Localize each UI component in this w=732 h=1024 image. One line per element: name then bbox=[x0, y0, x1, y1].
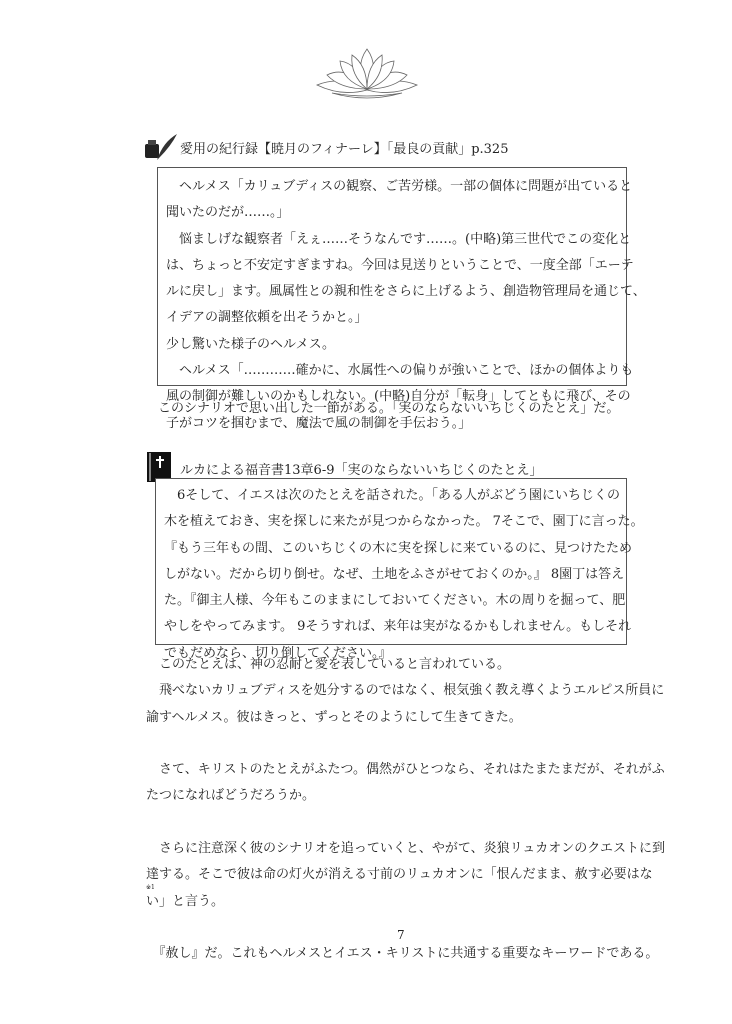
quote2-heading: ルカによる福音書13章6-9「実のならないいちじくのたとえ」 bbox=[180, 463, 543, 478]
quote-line: 少し驚いた様子のヘルメス。 bbox=[166, 336, 336, 352]
paragraph: 諭すヘルメス。彼はきっと、ずっとそのようにして生きてきた。 bbox=[146, 709, 522, 725]
quote-line: でもだめなら、切り倒してください。』 bbox=[164, 645, 392, 661]
paragraph: このたとえは、神の忍耐と愛を表していると言われている。 bbox=[146, 657, 511, 672]
paragraph: さて、キリストのたとえがふたつ。偶然がひとつなら、それはたまたまだが、それがふ bbox=[146, 762, 665, 778]
paragraph: い bbox=[146, 893, 160, 909]
body-text bbox=[146, 652, 665, 968]
paragraph: さらに注意深く彼のシナリオを追っていくと、やがて、炎狼リュカオンのクエストに到 bbox=[146, 841, 665, 857]
paragraph: たつになればどうだろうか。 bbox=[146, 788, 316, 804]
paragraph: 飛べないカリュブディスを処分するのではなく、根気強く教え導くようエルピス所員に bbox=[146, 683, 665, 699]
quote2-box bbox=[155, 478, 644, 661]
quote-line: ルに戻し」ます。風属性との親和性をさらに上げるよう、創造物管理局を通じて、 bbox=[166, 284, 646, 300]
quote-line: イデアの調整依頼を出そうかと。」 bbox=[166, 310, 368, 326]
quote-line: た。『御主人様、今年もこのままにしておいてください。木の周りを掘って、肥 bbox=[164, 593, 626, 609]
lotus-ornament bbox=[312, 45, 422, 103]
quote-line: 子がコツを掴むまで、魔法で風の制御を手伝おう。」 bbox=[166, 415, 472, 431]
quote1-heading: 愛用の紀行録【暁月のフィナーレ】「最良の貢献」p.325 bbox=[180, 142, 509, 157]
footnote-mark: ※1 bbox=[146, 883, 155, 891]
quote-line: 『もう三年もの間、このいちじくの木に実を探しに来ているのに、見つけたため bbox=[164, 540, 633, 556]
quote-line: 6そして、イエスは次のたとえを話された。「ある人がぶどう園にいちじくの bbox=[164, 488, 620, 503]
page-number: 7 bbox=[397, 928, 405, 942]
inkwell-quill-icon bbox=[143, 132, 179, 162]
quote-line: 木を植えておき、実を探しに来たが見つからなかった。 7そこで、園丁に言った。 bbox=[164, 514, 644, 530]
quote-line: やしをやってみます。 9そうすれば、来年は実がなるかもしれません。もしそれ bbox=[164, 619, 632, 635]
paragraph: 達する。そこで彼は命の灯火が消える寸前のリュカオンに「恨んだまま、赦す必要はな bbox=[146, 867, 653, 883]
quote-line: ヘルメス「カリュブディスの観察、ご苦労様。一部の個体に問題が出ていると bbox=[166, 179, 633, 194]
quote-line: 悩ましげな観察者「えぇ……そうなんです……。(中略)第三世代でこの変化と bbox=[166, 231, 632, 247]
quote-line: 風の制御が難しいのかもしれない。(中略)自分が「転身」してともに飛び、その bbox=[166, 389, 631, 405]
quote-line: しがない。だから切り倒せ。なぜ、土地をふさがせておくのか。』 8園丁は答え bbox=[164, 566, 625, 582]
quote-line: は、ちょっと不安定すぎますね。今回は見送りということで、一度全部「エーテ bbox=[166, 257, 634, 273]
quote-line: 聞いたのだが……。」 bbox=[166, 205, 290, 221]
paragraph: 」と言う。 bbox=[159, 893, 225, 909]
paragraph: 『赦し』だ。これもヘルメスとイエス・キリストに共通する重要なキーワードである。 bbox=[146, 946, 659, 962]
paragraph: このシナリオで思い出した一節がある。「実のならないいちじくのたとえ」だ。 bbox=[158, 401, 620, 416]
quote-line: ヘルメス「…………確かに、水属性への偏りが強いことで、ほかの個体よりも bbox=[166, 363, 634, 379]
